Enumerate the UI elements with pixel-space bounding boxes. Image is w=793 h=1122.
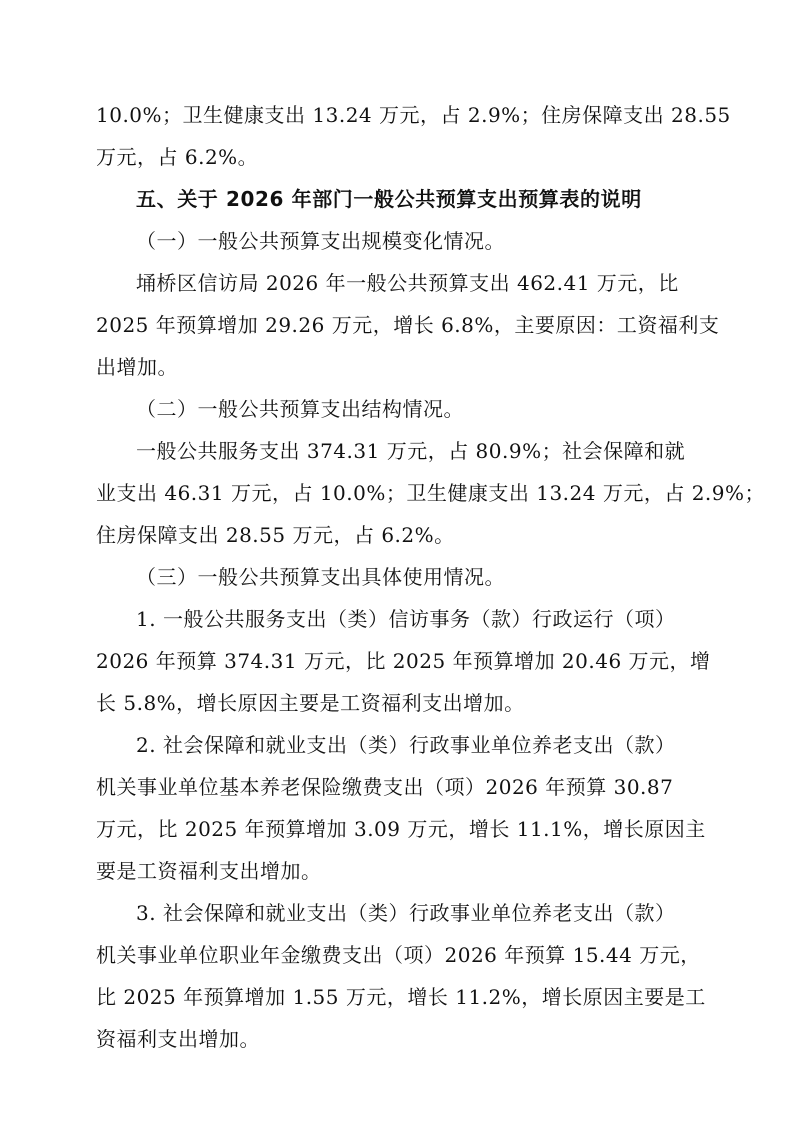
text-line: 万元，占 6.2%。 (96, 145, 259, 169)
text-line: 住房保障支出 28.55 万元，占 6.2%。 (96, 523, 455, 547)
text-line: 埇桥区信访局 2026 年一般公共预算支出 462.41 万元，比 (136, 271, 679, 295)
list-item: 2. 社会保障和就业支出（类）行政事业单位养老支出（款） (136, 733, 676, 757)
text-line: 一般公共服务支出 374.31 万元，占 80.9%；社会保障和就 (136, 439, 686, 463)
subsection-heading: （三）一般公共预算支出具体使用情况。 (136, 565, 505, 589)
text-line: 出增加。 (96, 355, 178, 379)
text-line: 2026 年预算 374.31 万元，比 2025 年预算增加 20.46 万元，增 (96, 649, 711, 673)
section-heading: 五、关于 2026 年部门一般公共预算支出预算表的说明 (136, 187, 642, 211)
list-item: 3. 社会保障和就业支出（类）行政事业单位养老支出（款） (136, 901, 676, 925)
text-line: 10.0%；卫生健康支出 13.24 万元，占 2.9%；住房保障支出 28.55 (96, 103, 731, 127)
text-line: 机关事业单位职业年金缴费支出（项）2026 年预算 15.44 万元， (96, 943, 701, 967)
text-line: 要是工资福利支出增加。 (96, 859, 322, 883)
text-line: 万元，比 2025 年预算增加 3.09 万元，增长 11.1%，增长原因主 (96, 817, 706, 841)
list-item: 1. 一般公共服务支出（类）信访事务（款）行政运行（项） (136, 607, 676, 631)
text-line: 2025 年预算增加 29.26 万元，增长 6.8%，主要原因：工资福利支 (96, 313, 720, 337)
text-line: 业支出 46.31 万元，占 10.0%；卫生健康支出 13.24 万元，占 2.9%； (96, 481, 766, 505)
text-line: 机关事业单位基本养老保险缴费支出（项）2026 年预算 30.87 (96, 775, 674, 799)
text-line: 长 5.8%，增长原因主要是工资福利支出增加。 (96, 691, 525, 715)
text-line: 资福利支出增加。 (96, 1027, 260, 1051)
subsection-heading: （二）一般公共预算支出结构情况。 (136, 397, 464, 421)
subsection-heading: （一）一般公共预算支出规模变化情况。 (136, 229, 505, 253)
text-line: 比 2025 年预算增加 1.55 万元，增长 11.2%，增长原因主要是工 (96, 985, 706, 1009)
